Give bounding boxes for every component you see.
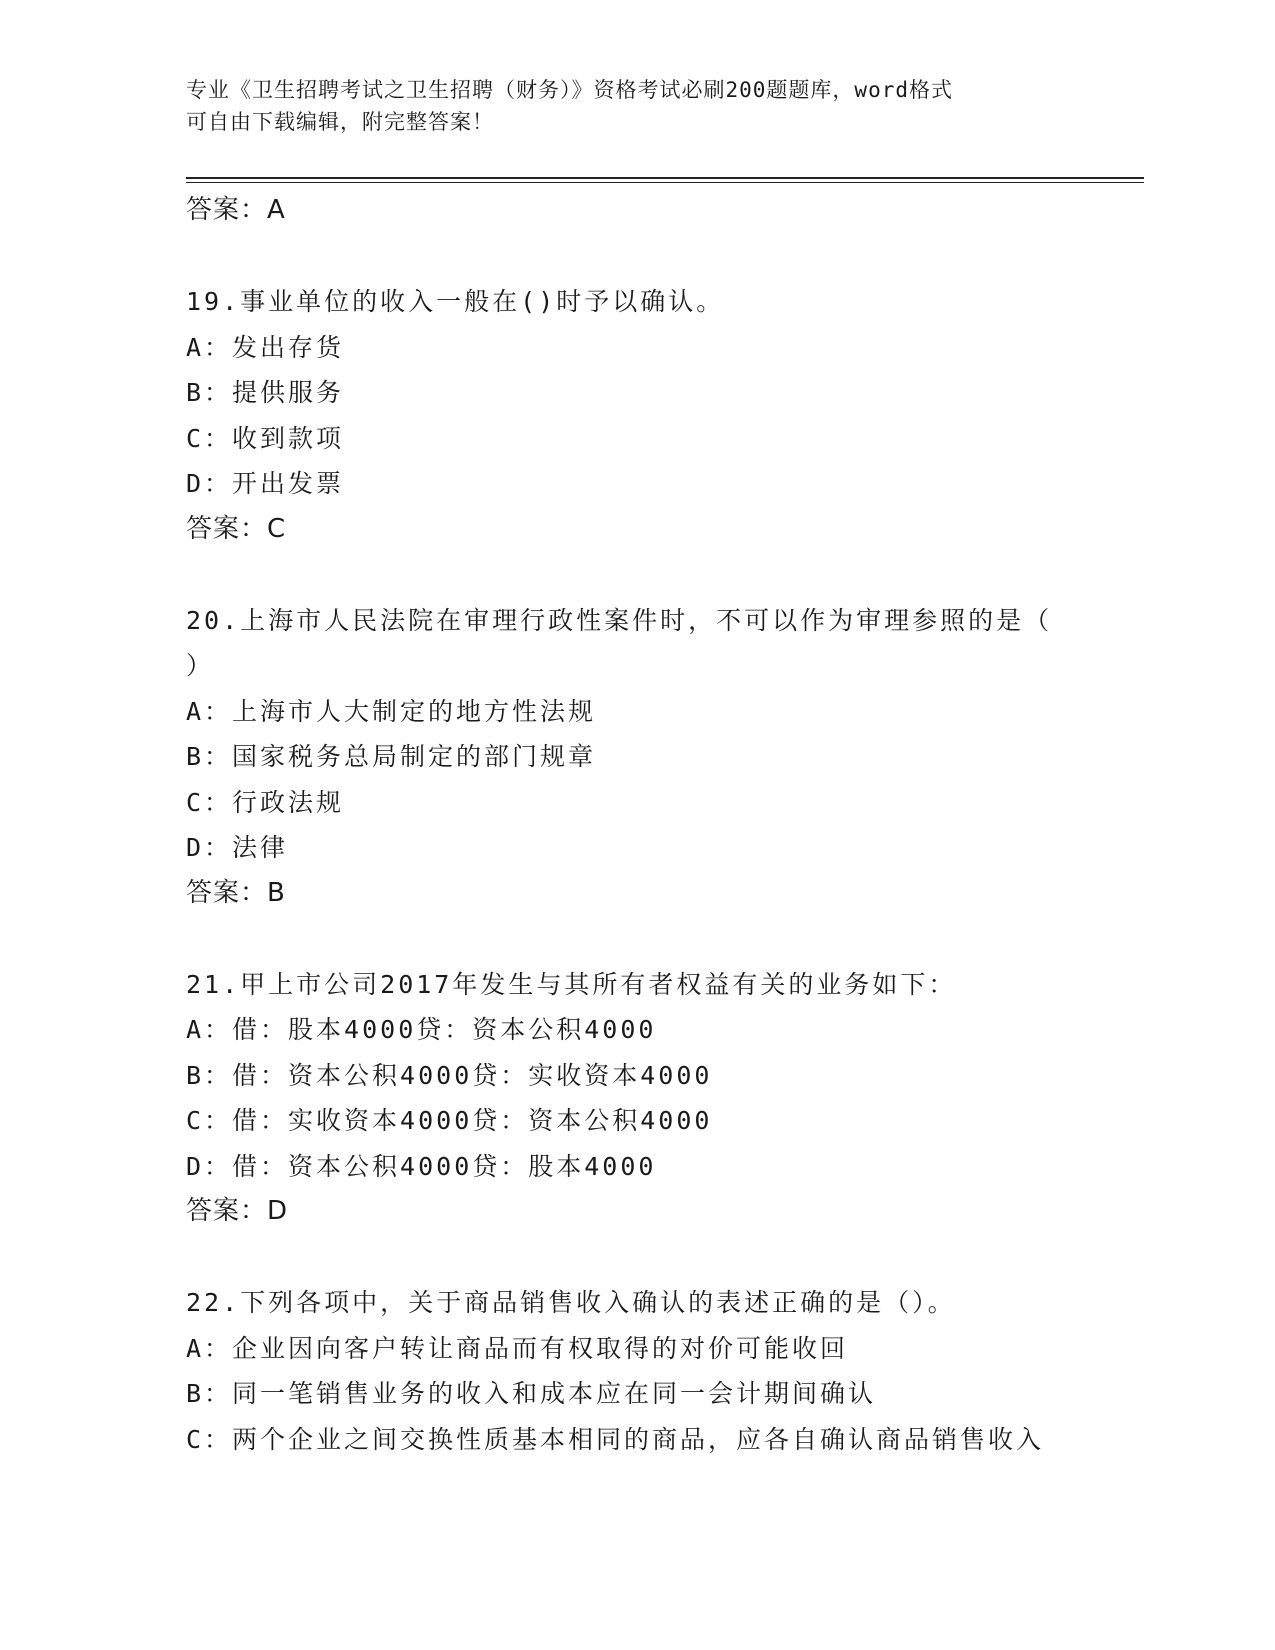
option-d: D：借：资本公积4000贷：股本4000 xyxy=(186,1151,657,1181)
question-stem: 19.事业单位的收入一般在()时予以确认。 xyxy=(186,287,725,316)
header-divider-thin xyxy=(186,182,1144,183)
question-19 xyxy=(186,279,1086,552)
option-c: C：两个企业之间交换性质基本相同的商品，应各自确认商品销售收入 xyxy=(186,1424,1045,1454)
option-b: B：提供服务 xyxy=(186,378,345,407)
spacer xyxy=(186,234,1086,280)
answer-line: 答案：B xyxy=(186,877,286,908)
option-d: D：法律 xyxy=(186,833,289,862)
option-b: B：国家税务总局制定的部门规章 xyxy=(186,742,597,771)
option-a: A：借：股本4000贷：资本公积4000 xyxy=(186,1015,657,1044)
header-line-1: 专业《卫生招聘考试之卫生招聘（财务）》资格考试必刷200题题库，word格式 xyxy=(186,78,953,102)
document-header xyxy=(186,74,1066,138)
option-a: A：上海市人大制定的地方性法规 xyxy=(186,696,597,726)
spacer xyxy=(186,552,1086,598)
spacer xyxy=(186,916,1086,962)
question-20 xyxy=(186,598,1086,917)
header-divider-thick xyxy=(186,177,1144,179)
option-c: C：行政法规 xyxy=(186,787,345,817)
option-a: A：企业因向客户转让商品而有权取得的对价可能收回 xyxy=(186,1333,849,1363)
answer-line: 答案：C xyxy=(186,513,287,544)
question-stem: 21.甲上市公司2017年发生与其所有者权益有关的业务如下： xyxy=(186,969,957,999)
question-stem: 20.上海市人民法院在审理行政性案件时，不可以作为审理参照的是（ xyxy=(186,605,1053,635)
question-stem: 22.下列各项中，关于商品销售收入确认的表述正确的是（）。 xyxy=(186,1288,956,1317)
question-list xyxy=(186,188,1086,1462)
answer-line: 答案：A xyxy=(186,195,286,225)
question-22 xyxy=(186,1280,1086,1462)
answer-line: 答案：D xyxy=(186,1196,289,1226)
option-b: B：借：资本公积4000贷：实收资本4000 xyxy=(186,1060,713,1090)
question-21 xyxy=(186,962,1086,1235)
question-stem-continued: ） xyxy=(186,651,215,680)
option-a: A：发出存货 xyxy=(186,332,345,362)
spacer xyxy=(186,1235,1086,1281)
option-b: B：同一笔销售业务的收入和成本应在同一会计期间确认 xyxy=(186,1379,877,1408)
option-c: C：借：实收资本4000贷：资本公积4000 xyxy=(186,1106,713,1135)
option-c: C：收到款项 xyxy=(186,423,345,453)
header-line-2: 可自由下载编辑，附完整答案！ xyxy=(186,110,494,134)
option-d: D：开出发票 xyxy=(186,469,345,498)
